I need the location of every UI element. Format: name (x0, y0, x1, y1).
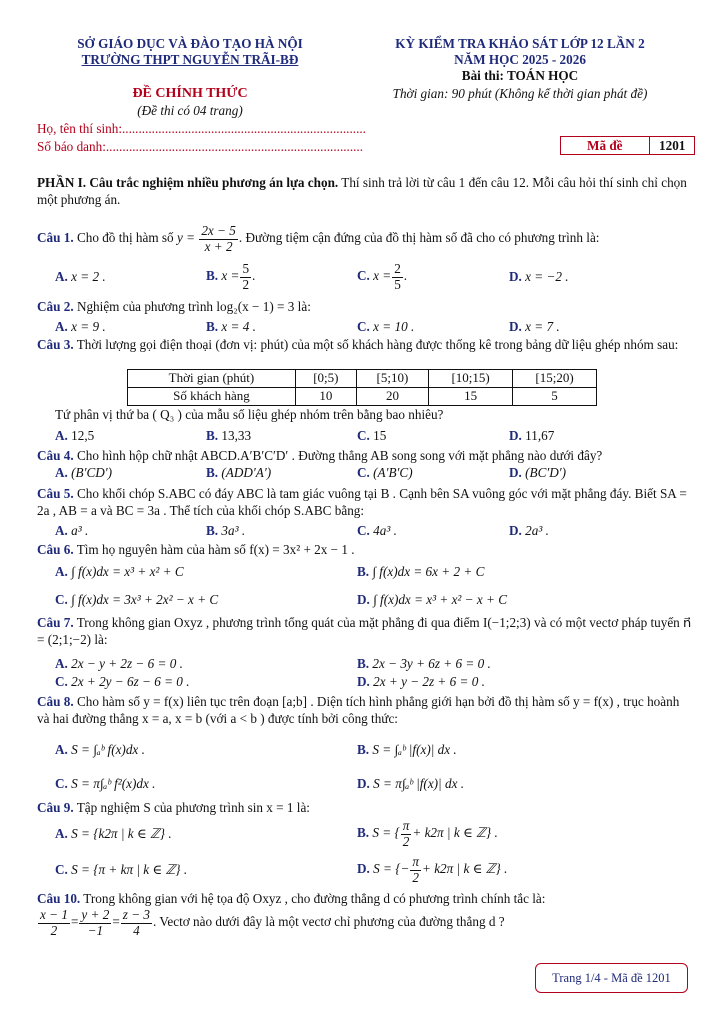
exam-time: Thời gian: 90 phút (Không kể thời gian phát đề) (392, 86, 648, 101)
question-5 (37, 485, 692, 519)
table-cell: [0;5) (295, 370, 356, 388)
option-letter: C. (55, 674, 68, 689)
table-cell: [10;15) (429, 370, 513, 388)
table-cell: 5 (513, 387, 597, 405)
option-letter: A. (55, 564, 68, 579)
option-letter: A. (55, 656, 68, 671)
question-4 (37, 447, 692, 464)
option-text: (B′CD′) (71, 465, 113, 480)
question-label: Câu 9. (37, 800, 74, 815)
option-letter: C. (357, 523, 370, 538)
option-letter: A. (55, 742, 68, 757)
question-text: Tập nghiệm S của phương trình sin x = 1 là: (76, 800, 310, 815)
option-letter: A. (55, 428, 68, 443)
question-text-post: . Vectơ nào dưới đây là một vectơ chỉ phương của đường thẳng d ? (153, 914, 505, 930)
option-letter: D. (357, 674, 370, 689)
option-d[interactable] (357, 673, 485, 690)
option-text: S = ∫ₐᵇ f(x)dx . (71, 742, 145, 757)
option-d[interactable] (357, 591, 507, 608)
option-text: S = {k2π | k ∈ ℤ} . (71, 826, 172, 841)
option-letter: A. (55, 826, 68, 841)
data-table (127, 369, 597, 406)
question-followup: Tứ phân vị thứ ba ( Q₃ ) của mẫu số liệu ghép nhóm trên bằng bao nhiêu? (55, 407, 444, 422)
numerator: 5 (242, 261, 250, 276)
question-9 (37, 799, 692, 816)
option-text: x = −2 . (525, 269, 569, 284)
option-letter: B. (206, 268, 219, 284)
option-b[interactable] (206, 318, 256, 335)
option-text-post: + k2π | k ∈ ℤ} . (412, 825, 498, 841)
option-a[interactable] (55, 825, 172, 842)
option-letter: C. (357, 465, 370, 480)
fraction (38, 908, 70, 938)
option-letter: D. (509, 465, 522, 480)
option-a[interactable] (55, 741, 145, 758)
exam-code-box (560, 136, 695, 155)
fraction (410, 855, 421, 885)
part1-instruction: Thí sinh trả lời từ câu 1 đến câu 12. Mỗi câu hỏi thí sinh chỉ chọn một phương án. (37, 175, 687, 208)
question-label: Câu 5. (37, 486, 74, 501)
option-c[interactable] (55, 775, 155, 792)
option-letter: D. (509, 428, 522, 443)
option-letter: C. (357, 268, 370, 284)
option-a[interactable] (55, 522, 88, 539)
fraction (240, 262, 251, 292)
part1-title: PHẦN I. Câu trắc nghiệm nhiều phương án lựa chọn. (37, 175, 339, 190)
option-letter: B. (357, 742, 370, 757)
fraction (79, 908, 111, 938)
option-letter: C. (357, 428, 370, 443)
fraction (199, 224, 238, 254)
question-6 (37, 541, 692, 558)
option-text: x = 10 . (373, 319, 415, 334)
question-text: Nghiệm của phương trình log₂(x − 1) = 3 là: (76, 299, 311, 314)
numerator: y + 2 (81, 907, 110, 922)
pages-note: (Đề thi có 04 trang) (137, 103, 243, 118)
option-c[interactable] (357, 522, 397, 539)
option-letter: D. (509, 319, 522, 334)
question-label: Câu 4. (37, 448, 74, 463)
question-text: Cho khối chóp S.ABC có đáy ABC là tam giác vuông tại B . Cạnh bên SA vuông góc với mặt phẳng đáy. Biết SA = 2a , AB = a và BC = 3a . Thể tích của khối chóp S.ABC bằng: (37, 486, 687, 519)
option-c[interactable] (55, 591, 218, 608)
denominator: x + 2 (204, 238, 233, 254)
option-a[interactable] (55, 563, 184, 580)
option-text: 11,67 (525, 428, 555, 443)
option-text: x = 7 . (525, 319, 560, 334)
part1-heading (37, 174, 692, 208)
fraction (392, 262, 403, 292)
option-letter: D. (357, 776, 370, 791)
option-text: x = (221, 268, 240, 284)
option-a[interactable] (55, 427, 94, 444)
option-text: 15 (373, 428, 387, 443)
fraction (121, 908, 152, 938)
denominator: 2 (402, 833, 410, 849)
option-text: ∫ f(x)dx = 3x³ + 2x² − x + C (71, 592, 219, 607)
line-equation: $\frac{x - 1}{2}$ = $\frac{y + 2}{-1}$ = $\frac{z - 3}{4}$ . Vectơ nào dưới đây là một vectơ chỉ phương của đường thẳng d ? (40, 907, 505, 938)
option-text: ∫ f(x)dx = x³ + x² + C (71, 564, 184, 579)
option-d[interactable] (357, 855, 507, 885)
dept-name: SỞ GIÁO DỤC VÀ ĐÀO TẠO HÀ NỘI (77, 36, 303, 51)
option-b[interactable] (357, 741, 457, 758)
option-d[interactable] (509, 318, 560, 335)
question-3 (37, 336, 692, 353)
option-letter: B. (206, 523, 219, 538)
option-text: a³ . (71, 523, 89, 538)
option-text-post: + k2π | k ∈ ℤ} . (422, 861, 508, 877)
question-text-post: . Đường tiệm cận đứng của đồ thị hàm số đã cho có phương trình là: (238, 230, 600, 246)
denominator: 4 (133, 922, 140, 938)
option-text: S = {− (373, 861, 410, 877)
option-text: 4a³ . (373, 523, 397, 538)
question-1 (37, 224, 692, 254)
option-text: 2a³ . (525, 523, 549, 538)
option-text: 2x + 2y − 6z − 6 = 0 . (71, 674, 190, 689)
option-text: S = π∫ₐᵇ |f(x)| dx . (373, 776, 465, 791)
question-7 (37, 614, 692, 648)
exam-title: KỲ KIỂM TRA KHẢO SÁT LỚP 12 LẦN 2 (395, 36, 645, 51)
candidate-name-line: Họ, tên thí sinh:.......................................................................... (37, 121, 366, 136)
numerator: π (402, 818, 410, 833)
question-2 (37, 298, 692, 315)
subject: Bài thi: TOÁN HỌC (461, 68, 579, 83)
question-label: Câu 2. (37, 299, 74, 314)
option-b[interactable] (357, 655, 491, 672)
option-text: x = (373, 268, 392, 284)
option-b[interactable] (357, 563, 484, 580)
table-row (128, 370, 597, 388)
option-letter: C. (55, 862, 68, 877)
option-letter: A. (55, 269, 68, 284)
question-text: Cho hàm số y = f(x) liên tục trên đoạn [a;b] . Diện tích hình phẳng giới hạn bởi đồ thị hàm số y = f(x) , trục hoành và hai đường thẳng x = a, x = b (với a < b ) được tính bởi công thức: (37, 694, 680, 727)
question-10 (37, 890, 692, 907)
option-a[interactable] (55, 655, 183, 672)
question-text: Trong không gian Oxyz , phương trình tổng quát của mặt phẳng đi qua điểm I(−1;2;3) và có một vectơ pháp tuyến n⃗ = (2;1;−2) là: (37, 615, 692, 648)
option-letter: B. (206, 428, 219, 443)
option-b[interactable] (357, 819, 498, 849)
option-letter: B. (357, 656, 370, 671)
numerator: x − 1 (40, 907, 68, 922)
option-c[interactable] (357, 427, 386, 444)
denominator: 2 (242, 276, 250, 292)
table-cell: [15;20) (513, 370, 597, 388)
option-a[interactable] (55, 268, 106, 285)
numerator: 2x − 5 (201, 223, 236, 238)
option-text: (A′B′C) (373, 465, 413, 480)
option-b[interactable] (206, 522, 245, 539)
option-text: x = 4 . (221, 319, 256, 334)
option-d[interactable] (357, 775, 464, 792)
option-b[interactable] (206, 427, 251, 444)
option-text: 3a³ . (221, 523, 246, 538)
question-text: Tìm họ nguyên hàm của hàm số f(x) = 3x² + 2x − 1 . (76, 542, 355, 557)
denominator: 5 (394, 276, 401, 292)
option-c[interactable] (357, 464, 413, 481)
exam-code-label: Mã đề (587, 138, 623, 153)
option-letter: A. (55, 319, 68, 334)
denominator: 2 (412, 869, 419, 885)
table-cell: 15 (429, 387, 513, 405)
option-c[interactable] (357, 318, 414, 335)
option-letter: D. (509, 523, 522, 538)
option-text: S = { (372, 825, 400, 841)
option-letter: C. (55, 776, 68, 791)
option-text: 13,33 (221, 428, 252, 443)
option-text: (ADD′A′) (221, 465, 272, 480)
fraction (401, 819, 412, 849)
option-b[interactable] (206, 464, 271, 481)
func-lhs: y = (176, 230, 196, 246)
option-text: ∫ f(x)dx = x³ + x² − x + C (373, 592, 508, 607)
denominator: 2 (50, 922, 58, 938)
option-text: 2x + y − 2z + 6 = 0 . (373, 674, 485, 689)
option-text: S = {π + kπ | k ∈ ℤ} . (71, 862, 188, 877)
exam-code-value: 1201 (659, 138, 686, 153)
official-label: ĐỀ CHÍNH THỨC (132, 86, 248, 101)
table-cell: 10 (295, 387, 356, 405)
table-cell: Thời gian (phút) (128, 370, 296, 388)
table-cell: 20 (356, 387, 428, 405)
option-c[interactable] (55, 861, 187, 878)
question-text: Thời lượng gọi điện thoại (đơn vị: phút) của một số khách hàng được thống kê trong bảng dữ liệu ghép nhóm sau: (76, 337, 679, 352)
option-text: ∫ f(x)dx = 6x + 2 + C (372, 564, 485, 579)
option-c[interactable] (55, 673, 190, 690)
option-letter: C. (357, 319, 370, 334)
option-d[interactable] (509, 464, 566, 481)
option-b[interactable]: B. x = $\frac{5}{2}$ . (206, 261, 256, 292)
option-letter: D. (357, 592, 370, 607)
table-row (128, 387, 597, 405)
option-letter: A. (55, 523, 68, 538)
school-year: NĂM HỌC 2025 - 2026 (454, 52, 586, 67)
question-text: Trong không gian với hệ tọa độ Oxyz , cho đường thẳng d có phương trình chính tắc là: (83, 891, 546, 906)
table-cell: Số khách hàng (128, 387, 296, 405)
option-d[interactable] (509, 427, 554, 444)
option-c[interactable]: C. x = $\frac{2}{5}$ . (357, 261, 408, 292)
question-label: Câu 6. (37, 542, 74, 557)
option-letter: D. (509, 269, 522, 284)
option-d[interactable] (509, 268, 569, 285)
option-letter: D. (357, 861, 370, 877)
option-d[interactable] (509, 522, 549, 539)
table-cell: [5;10) (356, 370, 428, 388)
question-label: Câu 8. (37, 694, 74, 709)
option-text: x = 2 . (71, 269, 106, 284)
option-text: (BC′D′) (525, 465, 567, 480)
question-text: Cho hình hộp chữ nhật ABCD.A′B′C′D′ . Đường thẳng AB song song với mặt phẳng nào dưới đây? (76, 448, 603, 463)
option-a[interactable] (55, 318, 106, 335)
option-letter: B. (357, 564, 370, 579)
question-text: Cho đồ thị hàm số (76, 230, 174, 246)
numerator: z − 3 (122, 907, 150, 922)
question-8 (37, 693, 692, 727)
option-a[interactable] (55, 464, 112, 481)
denominator: −1 (87, 922, 104, 938)
question-label: Câu 1. (37, 230, 74, 246)
page-footer: Trang 1/4 - Mã đề 1201 (535, 963, 688, 993)
option-letter: B. (357, 825, 370, 841)
option-letter: C. (55, 592, 68, 607)
option-text: 2x − y + 2z − 6 = 0 . (71, 656, 183, 671)
question-label: Câu 10. (37, 891, 81, 906)
question-label: Câu 7. (37, 615, 74, 630)
numerator: 2 (394, 261, 401, 276)
candidate-id-line: Số báo danh:.............................................................................. (37, 139, 364, 154)
option-text: S = ∫ₐᵇ |f(x)| dx . (372, 742, 457, 757)
option-text: 12,5 (71, 428, 95, 443)
school-name: TRƯỜNG THPT NGUYỄN TRÃI-BĐ (81, 52, 299, 67)
numerator: π (412, 854, 419, 869)
question-label: Câu 3. (37, 337, 74, 352)
option-letter: B. (206, 319, 219, 334)
option-letter: A. (55, 465, 68, 480)
option-text: S = π∫ₐᵇ f²(x)dx . (71, 776, 156, 791)
option-text: 2x − 3y + 6z + 6 = 0 . (372, 656, 491, 671)
code-divider (649, 137, 650, 154)
option-text: x = 9 . (71, 319, 106, 334)
option-letter: B. (206, 465, 219, 480)
